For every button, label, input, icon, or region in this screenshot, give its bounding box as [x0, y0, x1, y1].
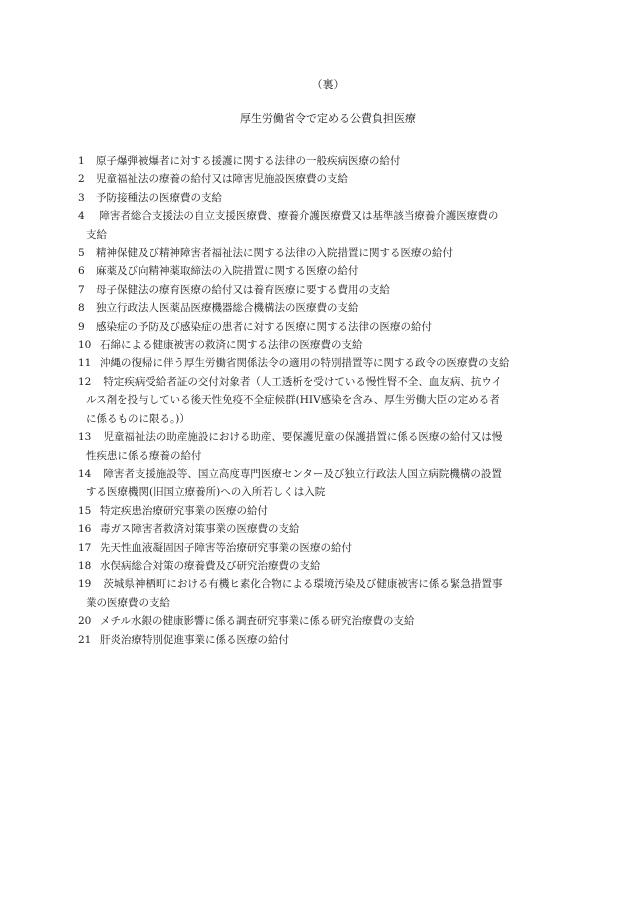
- item-number: 8: [78, 302, 85, 315]
- item-number: 4: [78, 210, 85, 223]
- item-number: 9: [78, 320, 85, 333]
- page-side-mark: （裏）: [311, 78, 345, 91]
- item-number: 14: [78, 467, 92, 480]
- item-number: 13: [78, 431, 92, 444]
- list-item: [78, 612, 590, 630]
- item-text: 石綿による健康被害の救済に関する法律の医療費の支給: [100, 339, 363, 352]
- item-number: 7: [78, 283, 85, 296]
- list-item: [78, 152, 590, 170]
- item-text-continuation: 業の医療費の支給: [86, 596, 170, 609]
- item-text: 特定疾患治療研究事業の医療の給付: [100, 504, 268, 517]
- item-number: 18: [78, 559, 92, 572]
- item-text: 茨城県神栖町における有機ヒ素化合物による環境汚染及び健康被害に係る緊急措置事: [103, 578, 503, 591]
- item-text: 水俣病総合対策の療養費及び研究治療費の支給: [100, 559, 321, 572]
- list-item: [78, 170, 590, 188]
- item-text-continuation: ルス剤を投与している後天性免疫不全症候群(HIV感染を含み、厚生労働大臣の定める者 に係るものに限る。)）: [86, 394, 500, 425]
- list-item: [78, 281, 590, 299]
- list-item: [78, 557, 590, 575]
- item-text-continuation: 支給: [86, 228, 107, 241]
- item-text: 精神保健及び精神障害者福祉法に関する法律の入院措置に関する医療の給付: [96, 247, 453, 260]
- list-item: [78, 207, 590, 244]
- item-text: 母子保健法の療育医療の給付又は養育医療に要する費用の支給: [96, 283, 390, 296]
- item-number: 11: [78, 357, 92, 370]
- list-item: [78, 502, 590, 520]
- item-text: 麻薬及び向精神薬取締法の入院措置に関する医療の給付: [96, 265, 359, 278]
- item-text: 毒ガス障害者救済対策事業の医療費の支給: [100, 523, 300, 536]
- list-item: [78, 336, 590, 354]
- list-item: [78, 631, 590, 649]
- item-text: 先天性血液凝固因子障害等治療研究事業の医療の給付: [100, 541, 352, 554]
- item-number: 2: [78, 173, 85, 186]
- item-text: 予防接種法の医療費の支給: [96, 191, 222, 204]
- item-number: 12: [78, 375, 92, 388]
- item-text: 独立行政法人医薬品医療機器総合機構法の医療費の支給: [96, 302, 359, 315]
- list-item: [78, 520, 590, 538]
- page-title: 厚生労働省令で定める公費負担医療: [240, 112, 416, 125]
- list-item: [78, 299, 590, 317]
- item-text: 特定疾病受給者証の交付対象者（人工透析を受けている慢性腎不全、血友病、抗ウイ: [103, 375, 503, 388]
- item-number: 15: [78, 504, 92, 517]
- list-item: [78, 318, 590, 336]
- item-text: メチル水銀の健康影響に係る調査研究事業に係る研究治療費の支給: [100, 615, 415, 628]
- item-text-continuation: 性疾患に係る療養の給付: [86, 449, 202, 462]
- item-text: 児童福祉法の助産施設における助産、要保護児童の保護措置に係る医療の給付又は慢: [103, 431, 503, 444]
- item-text-continuation: する医療機関(旧国立療養所)への入所若しくは入院: [86, 486, 326, 499]
- list-item: [78, 539, 590, 557]
- item-number: 17: [78, 541, 92, 554]
- item-number: 21: [78, 633, 92, 646]
- list-item: [78, 373, 590, 428]
- list-item: [78, 465, 590, 502]
- item-text: 児童福祉法の療養の給付又は障害児施設医療費の支給: [96, 173, 348, 186]
- list-item: [78, 262, 590, 280]
- item-text: 沖縄の復帰に伴う厚生労働省関係法令の適用の特別措置等に関する政令の医療費の支給: [100, 357, 510, 370]
- item-text: 肝炎治療特別促進事業に係る医療の給付: [100, 633, 289, 646]
- item-number: 3: [78, 191, 85, 204]
- list-item: [78, 354, 590, 372]
- item-number: 16: [78, 523, 92, 536]
- item-text: 原子爆弾被爆者に対する援護に関する法律の一般疾病医療の給付: [96, 155, 401, 167]
- item-number: 10: [78, 339, 92, 352]
- list-item: [78, 428, 590, 465]
- item-text: 感染症の予防及び感染症の患者に対する医療に関する法律の医療の給付: [96, 320, 432, 333]
- public-medical-expense-list: [78, 152, 590, 649]
- list-item: [78, 189, 590, 207]
- list-item: [78, 575, 590, 612]
- item-text: 障害者支援施設等、国立高度専門医療センター及び独立行政法人国立病院機構の設置: [103, 467, 502, 480]
- item-number: 5: [78, 247, 85, 260]
- item-number: 20: [78, 615, 92, 628]
- item-text: 障害者総合支援法の自立支援医療費、療養介護医療費又は基準該当療養介護医療費の: [99, 210, 499, 223]
- item-number: 1: [78, 155, 85, 167]
- item-number: 6: [78, 265, 85, 278]
- item-number: 19: [78, 578, 92, 591]
- list-item: [78, 244, 590, 262]
